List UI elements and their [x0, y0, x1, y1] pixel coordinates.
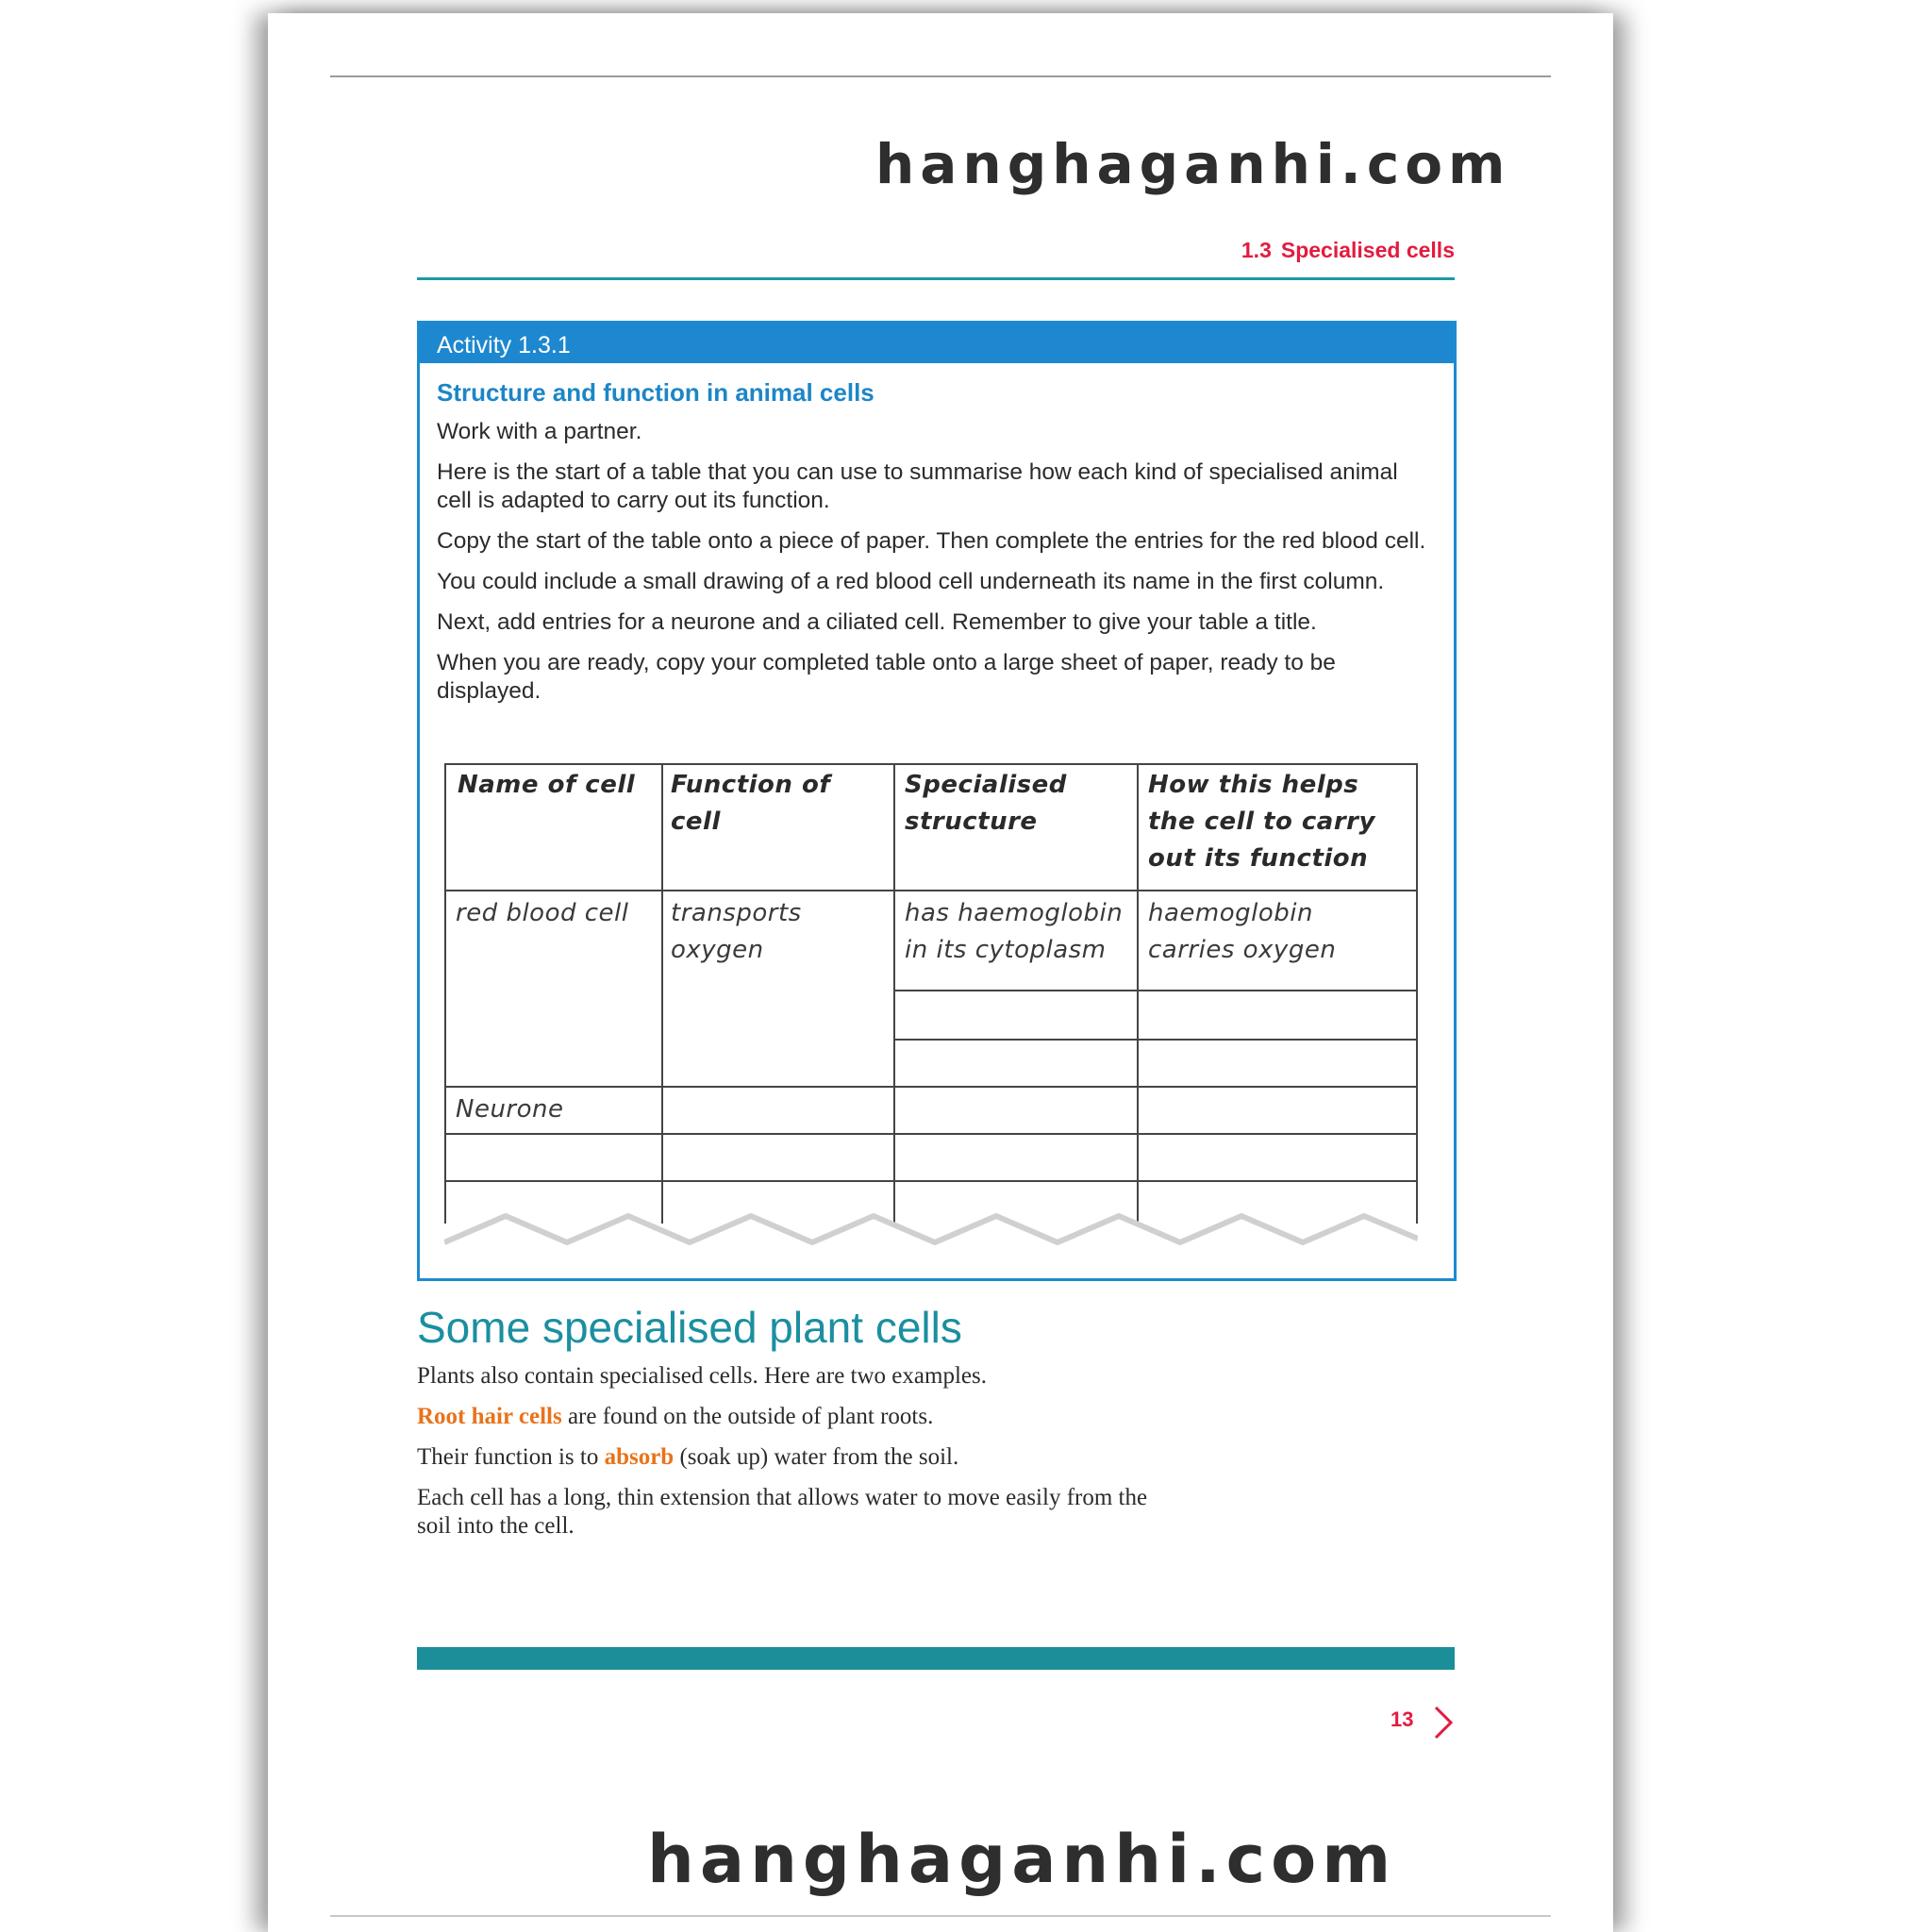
instruction-paragraph: Here is the start of a table that you can use to summarise how each kind of specialised animal cell is adapted to carry out its function. — [437, 459, 1398, 513]
table-cell-helps: haemoglobin carries oxygen — [1148, 899, 1337, 964]
keyword-absorb: absorb — [604, 1444, 675, 1470]
table-line — [893, 1039, 1418, 1041]
section-paragraph — [417, 1403, 1153, 1431]
paragraph-text: (soak up) water from the soil. — [674, 1444, 959, 1470]
table-header-function: Function of cell — [671, 771, 831, 836]
instruction-paragraph: You could include a small drawing of a red blood cell underneath its name in the first column. — [437, 569, 1385, 594]
section-title: Some specialised plant cells — [417, 1303, 962, 1352]
section-name: Specialised cells — [1280, 238, 1455, 262]
table-line — [893, 990, 1418, 991]
handwritten-table — [444, 763, 1418, 1254]
torn-edge — [444, 1205, 1418, 1254]
section-paragraph: Plants also contain specialised cells. Here are two examples. — [417, 1363, 987, 1389]
table-cell-function: transports oxygen — [671, 899, 802, 964]
table-line — [444, 763, 1418, 765]
paragraph-text: Their function is to — [417, 1444, 605, 1470]
activity-subtitle: Structure and function in animal cells — [437, 378, 874, 407]
bottom-rule — [330, 1915, 1551, 1917]
chevron-right-icon[interactable] — [1432, 1704, 1455, 1741]
activity-label: Activity 1.3.1 — [420, 324, 1454, 363]
top-rule — [330, 75, 1551, 77]
watermark-top: hanghaganhi.com — [875, 132, 1511, 196]
table-line — [444, 890, 1418, 891]
instruction-paragraph: Work with a partner. — [437, 419, 642, 444]
table-header-structure: Specialised structure — [905, 771, 1067, 836]
table-line — [661, 763, 663, 1235]
activity-box — [417, 321, 1457, 1281]
table-line — [1416, 763, 1418, 1235]
section-paragraph — [417, 1443, 1153, 1472]
table-line — [444, 763, 446, 1235]
table-line — [893, 763, 895, 1235]
section-number: 1.3 — [1241, 238, 1272, 262]
activity-instructions — [437, 418, 1437, 718]
table-line — [1137, 763, 1139, 1235]
running-head — [1241, 238, 1455, 263]
instruction-paragraph: Next, add entries for a neurone and a ciliated cell. Remember to give your table a title. — [437, 609, 1317, 635]
footer-bar — [417, 1647, 1455, 1670]
table-header-name: Name of cell — [458, 771, 636, 799]
instruction-paragraph: When you are ready, copy your completed table onto a large sheet of paper, ready to be displayed. — [437, 650, 1336, 704]
header-rule — [417, 277, 1455, 280]
instruction-paragraph: Copy the start of the table onto a piece of paper. Then complete the entries for the red blood cell. — [437, 528, 1426, 554]
watermark-bottom: hanghaganhi.com — [647, 1821, 1397, 1898]
table-cell-name: red blood cell — [456, 899, 629, 927]
keyword-root-hair-cells: Root hair cells — [417, 1404, 562, 1429]
table-cell-structure: has haemoglobin in its cytoplasm — [905, 899, 1124, 964]
section-paragraph: Each cell has a long, thin extension that allows water to move easily from the soil into the cell. — [417, 1485, 1148, 1539]
table-header-helps: How this helps the cell to carry out its function — [1148, 771, 1375, 873]
table-line — [444, 1086, 1418, 1088]
paragraph-text: are found on the outside of plant roots. — [561, 1404, 934, 1429]
table-line — [444, 1180, 1418, 1182]
table-line — [444, 1133, 1418, 1135]
page-number: 13 — [1391, 1707, 1414, 1731]
table-cell-name: Neurone — [456, 1095, 564, 1124]
section-body — [417, 1362, 1153, 1553]
